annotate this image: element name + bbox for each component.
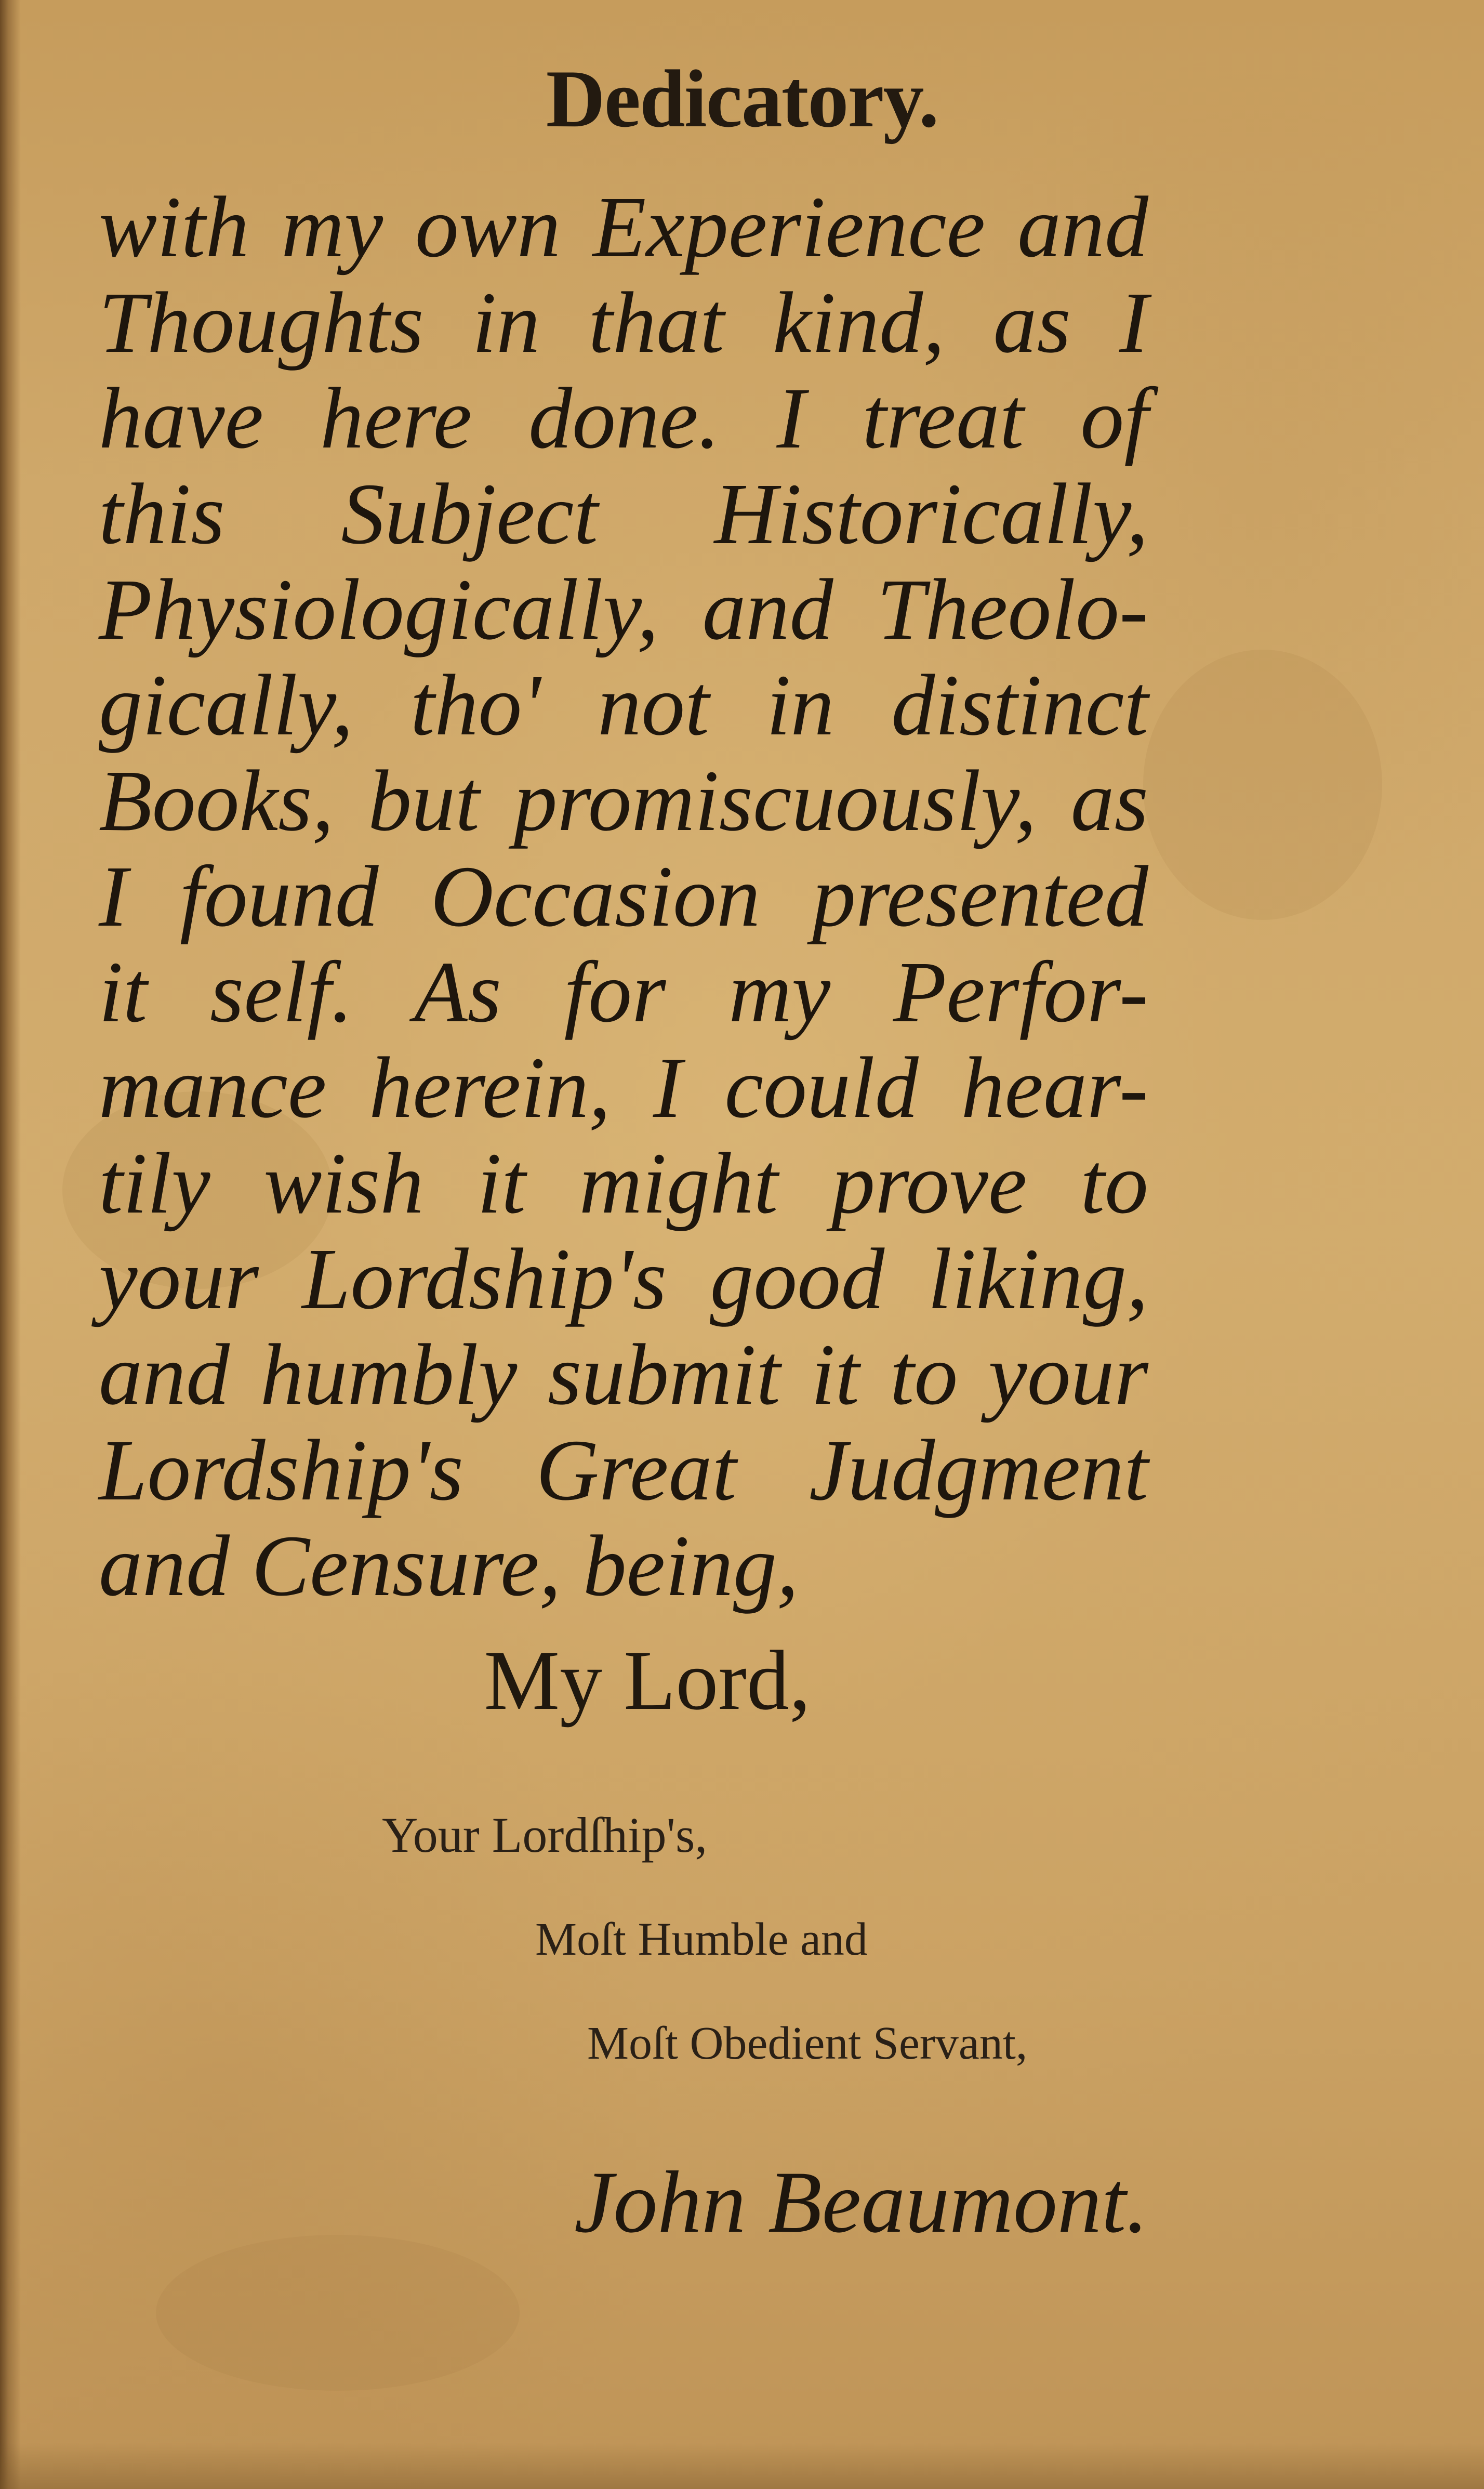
paper-stain bbox=[156, 2235, 520, 2391]
text-line: and humbly submit it to your bbox=[99, 1326, 1148, 1423]
closing-line-1: Your Lordſhip's, bbox=[382, 1807, 708, 1863]
closing-line-3: Moſt Obedient Servant, bbox=[587, 2018, 1028, 2069]
text-line: have here done. I treat of bbox=[99, 370, 1148, 467]
salutation: My Lord, bbox=[484, 1634, 811, 1728]
text-line: and Censure, being, bbox=[99, 1518, 799, 1614]
dedication-body-text bbox=[99, 179, 1148, 1614]
page-left-edge-shadow bbox=[0, 0, 21, 2489]
text-line: Lordship's Great Judgment bbox=[99, 1422, 1148, 1519]
text-line: your Lordship's good liking, bbox=[99, 1231, 1148, 1327]
signature: John Beaumont. bbox=[574, 2153, 1148, 2251]
closing-line-2: Moſt Humble and bbox=[535, 1914, 868, 1965]
text-line: Books, but promiscuously, as bbox=[99, 753, 1148, 849]
text-line: Physiologically, and Theolo- bbox=[99, 561, 1148, 658]
text-line: I found Occasion presented bbox=[99, 848, 1148, 945]
text-line: this Subject Historically, bbox=[99, 466, 1148, 562]
running-head: Dedicatory. bbox=[546, 54, 938, 144]
text-line: with my own Experience and bbox=[99, 179, 1148, 275]
text-line: Thoughts in that kind, as I bbox=[99, 274, 1148, 371]
text-line: gically, tho' not in distinct bbox=[99, 657, 1148, 754]
text-line: it self. As for my Perfor- bbox=[99, 944, 1148, 1041]
text-line: tily wish it might prove to bbox=[99, 1135, 1148, 1232]
paper-stain bbox=[1143, 650, 1382, 920]
text-line: mance herein, I could hear- bbox=[99, 1039, 1148, 1136]
page-bottom-edge-shadow bbox=[0, 2443, 1484, 2489]
